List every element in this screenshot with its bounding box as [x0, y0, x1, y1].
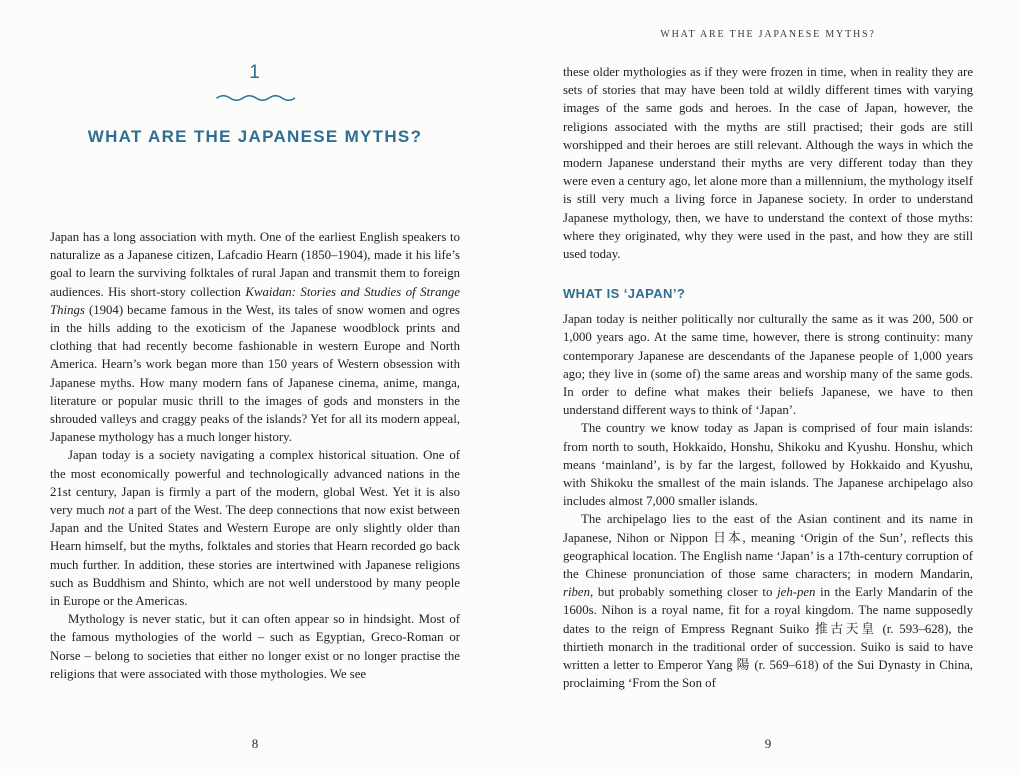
paragraph: these older mythologies as if they were frozen in time, when in reality they are sets of stories that may have been told at wildly different times with varying images of the same gods and heroes. In the case of Japan, however, the religions associated with the myths are still practised; their gods are still worshipped and their heroes are still relevant. Although the ways in which the modern Japanese understand their myths are very different today than they were even a century ago, let alone more than a millennium, the mythology itself is still very much a living force in Japanese society. In order to understand Japanese mythology, then, we have to understand the context of those myths: where they originated, why they were used in the past, and how they are still used today. — [563, 65, 973, 262]
body-text-right — [563, 63, 973, 693]
paragraph: The archipelago lies to the east of the Asian continent and its name in Japanese, Nihon or Nippon 日本, meaning ‘Origin of the Sun’, reflects this geographical location. The English name ‘Japan’ is a 17th-century corruption of the Chinese pronunciation of those same characters; in modern Mandarin, riben, but probably something closer to jeh-pen in the Early Mandarin of the 1600s. Nihon is a royal name, fit for a royal kingdom. The name supposedly dates to the reign of Empress Regnant Suiko 推古天皇 (r. 593–628), the thirtieth monarch in the traditional order of succession. Suiko is said to have written a letter to Emperor Yang 陽 (r. 569–618) of the Sui Dynasty in China, proclaiming ‘From the Son of — [563, 512, 973, 691]
paragraph: The country we know today as Japan is comprised of four main islands: from north to south, Hokkaido, Honshu, Shikoku and Kyushu. Honshu, which means ‘mainland’, is by far the largest, followed by Hokkaido and Kyushu, with Shikoku the smallest of the main islands. The Japanese archipelago also includes almost 7,000 smaller islands. — [563, 421, 973, 509]
chapter-number: 1 — [249, 62, 261, 83]
paragraph: Japan today is a society navigating a complex historical situation. One of the most economically powerful and technologically advanced nations in the 21st century, Japan is firmly a part of the modern, global West. Yet it is also very much not a part of the West. The deep connections that now exist between Japan and the United States and Western Europe are only slightly older than Hearn himself, but the myths, folktales and stories that Hearn recorded go back much further. In addition, these stories are intertwined with Japanese religions such as Buddhism and Shinto, which are not well understood by many people in Europe or the Americas. — [50, 448, 460, 609]
page-left-content — [50, 0, 460, 732]
paragraph: Japan has a long association with myth. One of the earliest English speakers to naturalize as a Japanese citizen, Lafcadio Hearn (1850–1904), made it his life’s goal to learn the surviving folktales of rural Japan and transmit them to foreign audiences. His short-story collection Kwaidan: Stories and Studies of Strange Things (1904) became famous in the West, its tales of snow women and ogres in the hills adding to the exoticism of the Japanese woodblock prints and clothing that had recently become fashionable in western Europe and North America. Hearn’s work began more than 150 years of Western obsession with Japanese myths. How many modern fans of Japanese cinema, anime, manga, literature or popular music thrill to the images of gods and monsters in the shrouded valleys and craggy peaks of the islands? Yet for all its modern appeal, Japanese mythology has a much longer history. — [50, 230, 460, 445]
chapter-title: WHAT ARE THE JAPANESE MYTHS? — [87, 127, 423, 146]
page-right — [510, 0, 1020, 775]
body-text-left — [50, 228, 460, 683]
paragraph: Mythology is never static, but it can often appear so in hindsight. Most of the famous mythologies of the world – such as Egyptian, Greco-Roman or Norse – belong to societies that either no longer exist or no longer practise the religions that were associated with those mythologies. We see — [50, 612, 460, 681]
paragraph: Japan today is neither politically nor culturally the same as it was 200, 500 or 1,000 years ago. At the same time, however, there is strong continuity: many contemporary Japanese are descendants of the Japanese people of 1,000 years ago; they live in (some of) the same areas and worship many of the same gods. In order to define what makes their beliefs Japanese, we have to then understand different ways to think of ‘Japan’. — [563, 312, 973, 418]
chapter-opener — [50, 0, 460, 147]
page-number-right: 9 — [764, 736, 772, 751]
wave-ornament-icon — [215, 93, 295, 103]
page-right-content — [563, 0, 973, 732]
running-head: WHAT ARE THE JAPANESE MYTHS? — [660, 29, 876, 40]
section-heading: WHAT IS ‘JAPAN’? — [563, 286, 686, 302]
page-number-left: 8 — [251, 736, 259, 751]
